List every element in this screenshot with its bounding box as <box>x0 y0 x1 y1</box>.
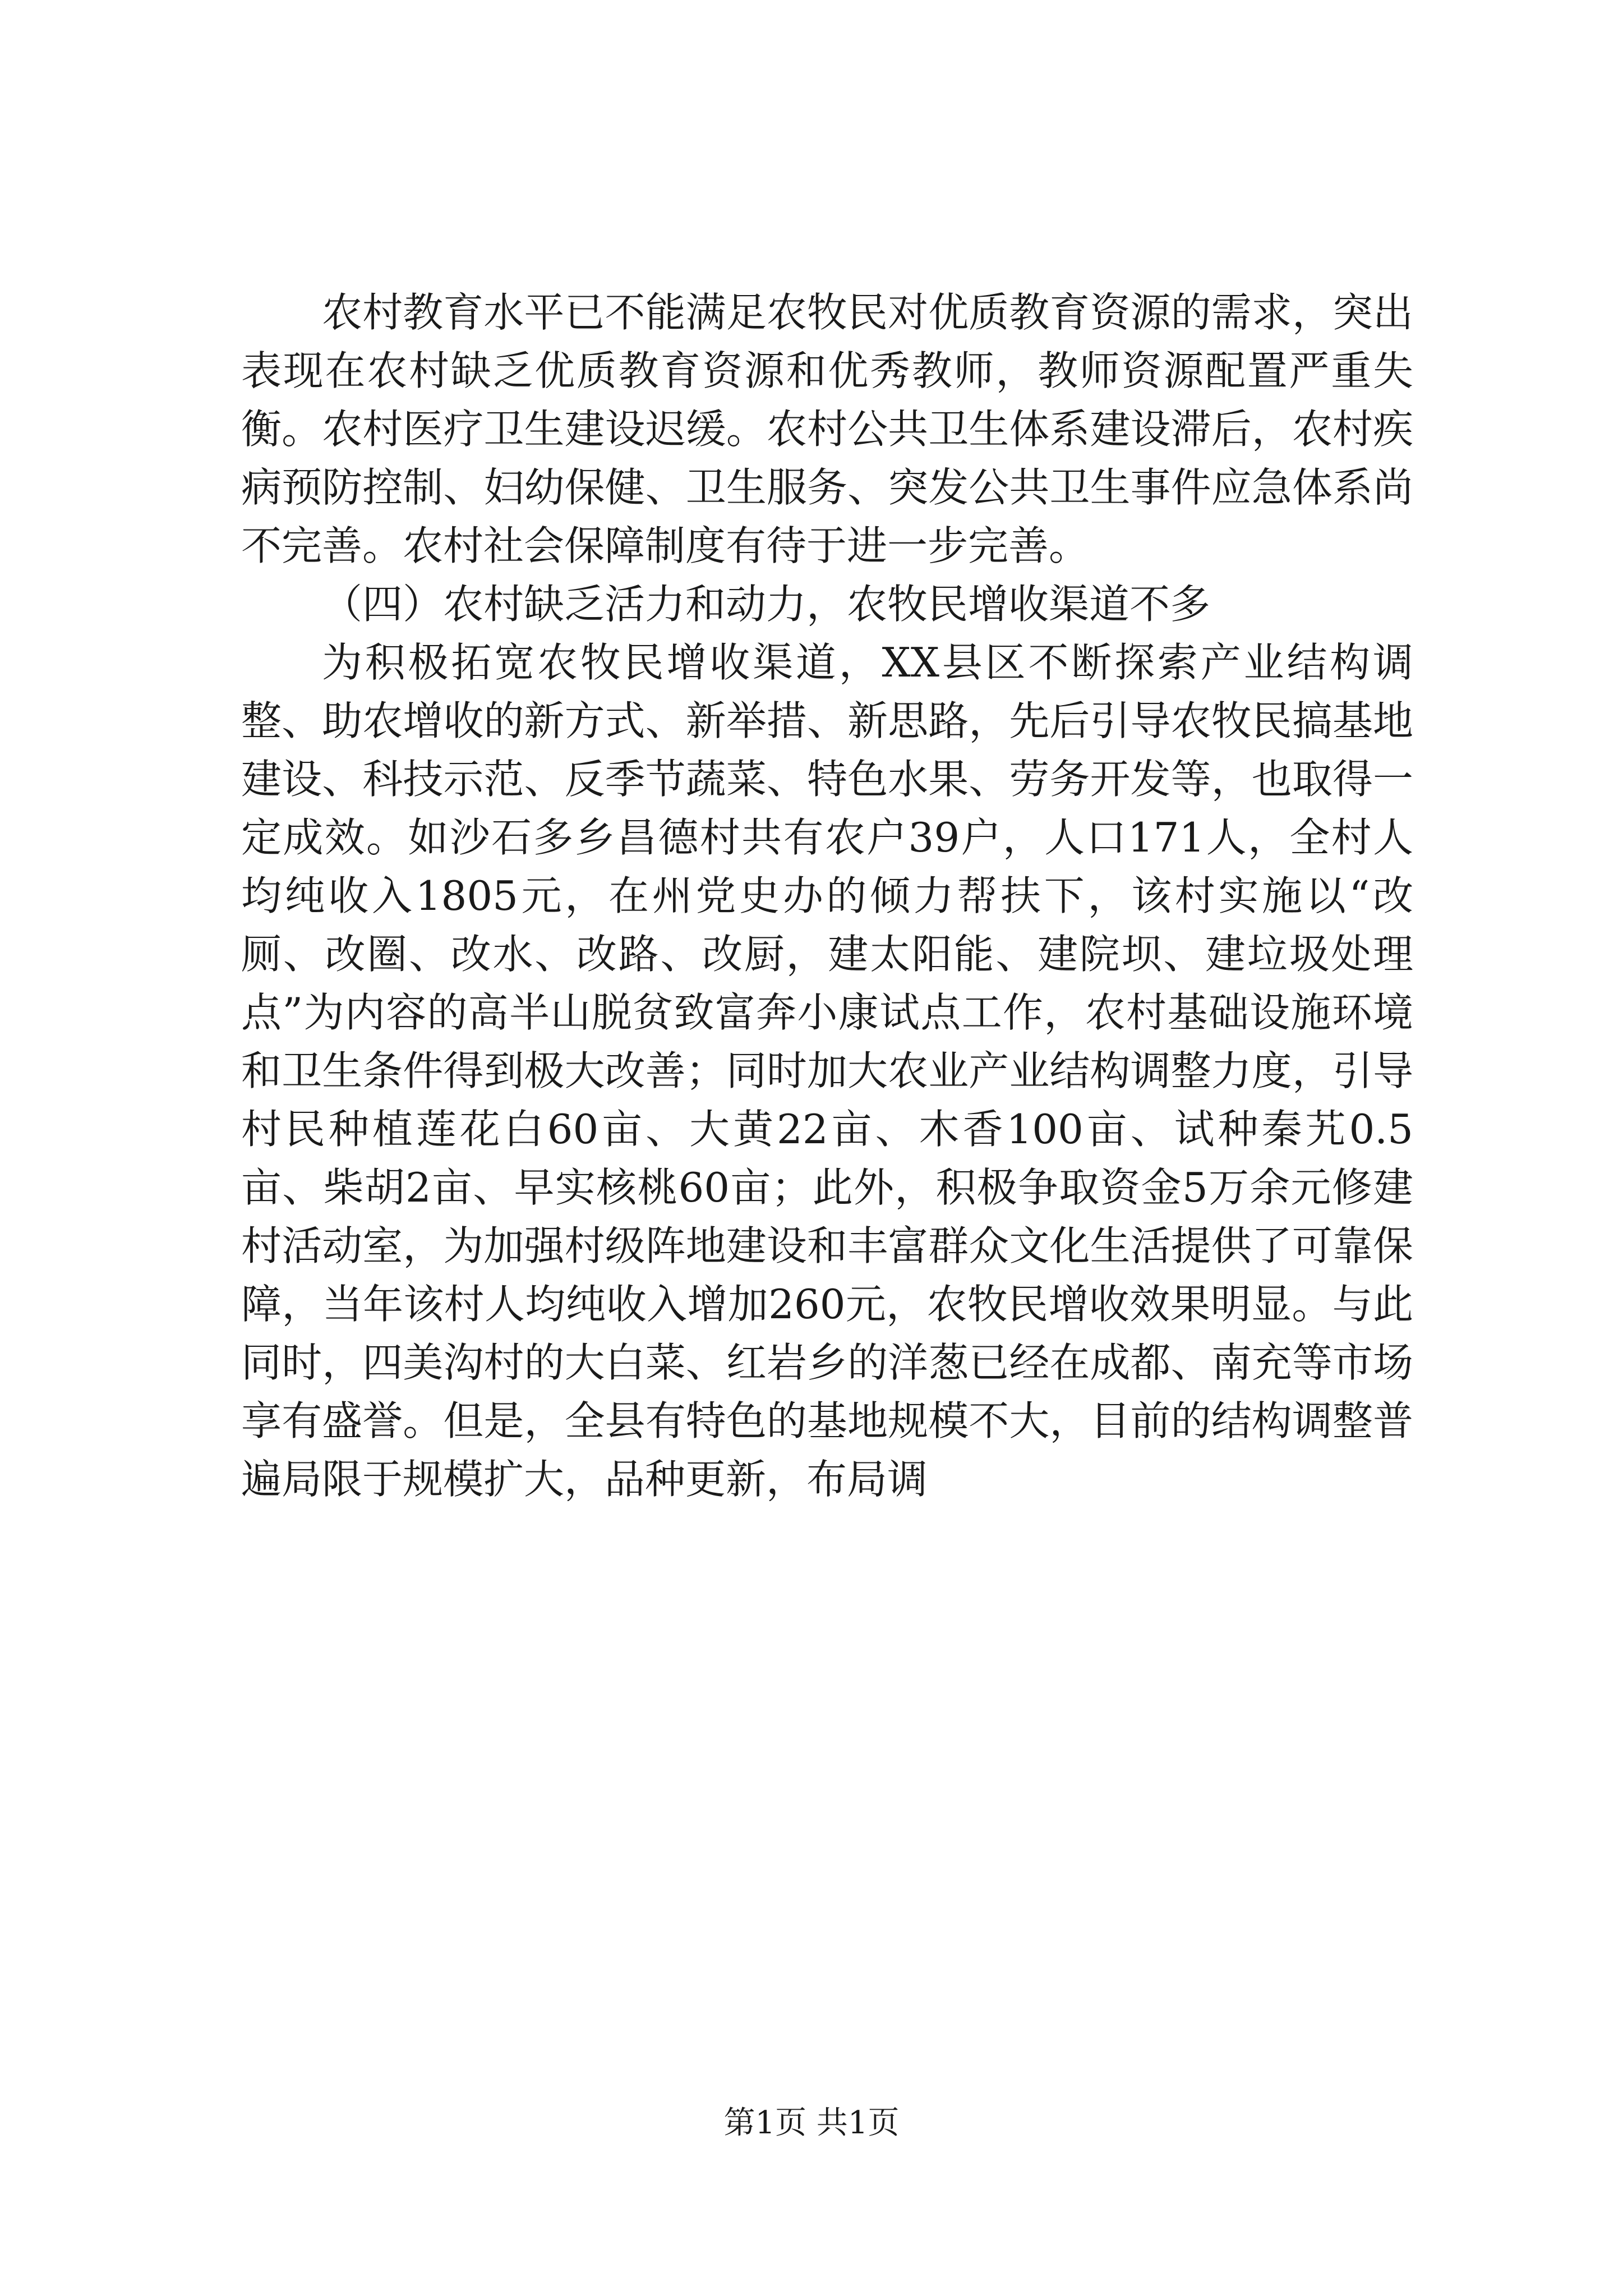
paragraph-income-channels: 为积极拓宽农牧民增收渠道，XX县区不断探索产业结构调整、助农增收的新方式、新举措、新思路，先后引导农牧民搞基地建设、科技示范、反季节蔬菜、特色水果、劳务开发等，也取得一定成效。如沙石多乡昌德村共有农户39户，人口171人，全村人均纯收入1805元，在州党史办的倾力帮扶下，该村实施以“改厕、改圈、改水、改路、改厨，建太阳能、建院坝、建垃圾处理点”为内容的高半山脱贫致富奔小康试点工作，农村基础设施环境和卫生条件得到极大改善；同时加大农业产业结构调整力度，引导村民种植莲花白60亩、大黄22亩、木香100亩、试种秦艽0.5亩、柴胡2亩、早实核桃60亩；此外，积极争取资金5万余元修建村活动室，为加强村级阵地建设和丰富群众文化生活提供了可靠保障，当年该村人均纯收入增加260元，农牧民增收效果明显。与此同时，四美沟村的大白菜、红岩乡的洋葱已经在成都、南充等市场享有盛誉。但是，全县有特色的基地规模不大，目前的结构调整普遍局限于规模扩大，品种更新，布局调 <box>241 639 1413 1503</box>
page-footer: 第1页 共1页 <box>723 2105 900 2141</box>
section-heading-four: （四）农村缺乏活力和动力，农牧民增收渠道不多 <box>322 581 1211 628</box>
document-body <box>241 283 1413 1508</box>
paragraph-rural-services: 农村教育水平已不能满足农牧民对优质教育资源的需求，突出表现在农村缺乏优质教育资源和优秀教师，教师资源配置严重失衡。农村医疗卫生建设迟缓。农村公共卫生体系建设滞后，农村疾病预防控制、妇幼保健、卫生服务、突发公共卫生事件应急体系尚不完善。农村社会保障制度有待于进一步完善。 <box>241 289 1413 569</box>
